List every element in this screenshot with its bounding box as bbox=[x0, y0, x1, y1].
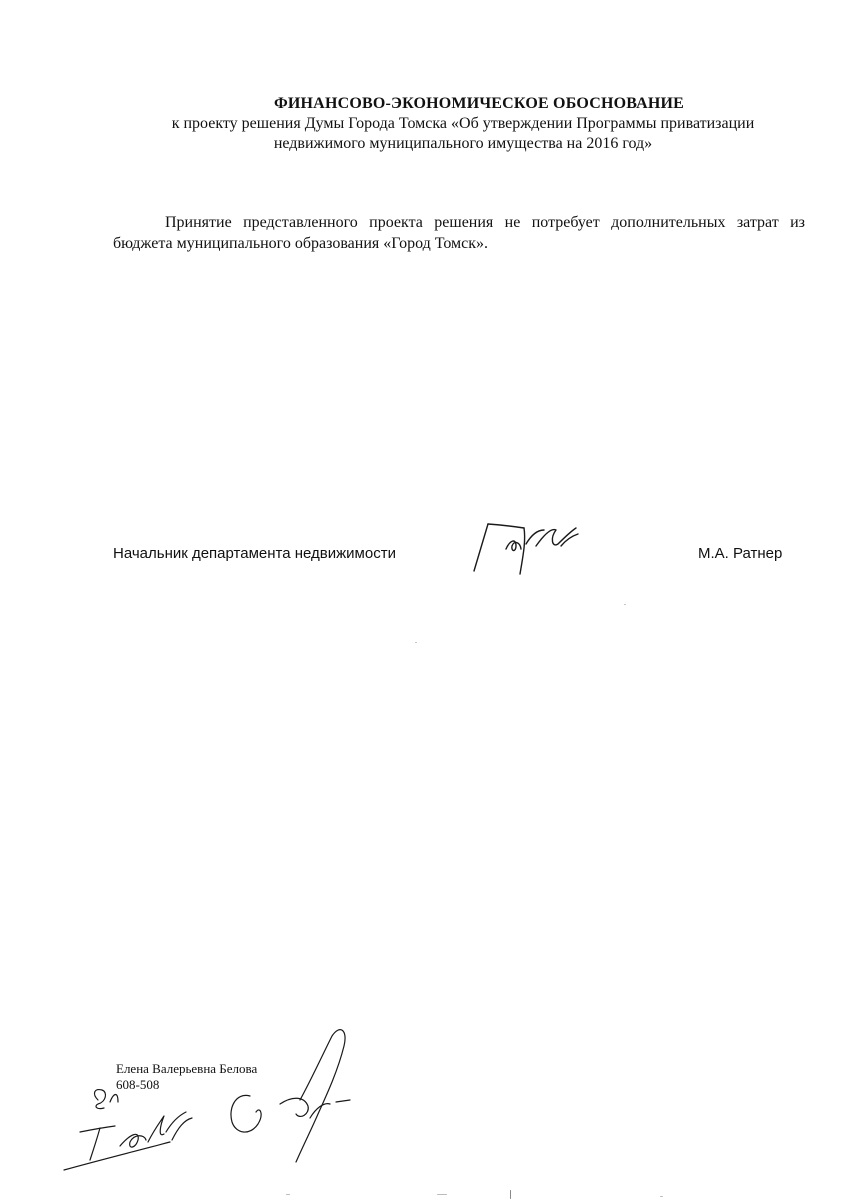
approval-signatures-image bbox=[60, 1022, 360, 1178]
scan-speck bbox=[660, 1196, 663, 1197]
signatory-position: Начальник департамента недвижимости bbox=[113, 545, 396, 562]
document-subtitle-line-1: к проекту решения Думы Города Томска «Об утверждении Программы приватизации bbox=[171, 115, 755, 132]
scan-speck bbox=[624, 604, 626, 605]
signatory-name: М.А. Ратнер bbox=[698, 545, 783, 562]
executor-phone: 608-508 bbox=[116, 1077, 160, 1092]
scan-speck bbox=[510, 1190, 511, 1199]
body-paragraph: Принятие представленного проекта решения не потребует дополнительных затрат из бюджета муниципального образования «Город Томск». bbox=[113, 214, 805, 252]
title-block bbox=[0, 94, 850, 154]
scan-speck bbox=[437, 1194, 447, 1195]
document-subtitle-line-2: недвижимого муниципального имущества на 2016 год» bbox=[273, 135, 653, 152]
signature-row bbox=[0, 545, 850, 569]
document-title: ФИНАНСОВО-ЭКОНОМИЧЕСКОЕ ОБОСНОВАНИЕ bbox=[273, 95, 685, 112]
scan-speck bbox=[415, 642, 417, 643]
executor-block bbox=[116, 1061, 257, 1093]
scan-speck bbox=[286, 1194, 290, 1195]
executor-name: Елена Валерьевна Белова bbox=[116, 1061, 258, 1076]
